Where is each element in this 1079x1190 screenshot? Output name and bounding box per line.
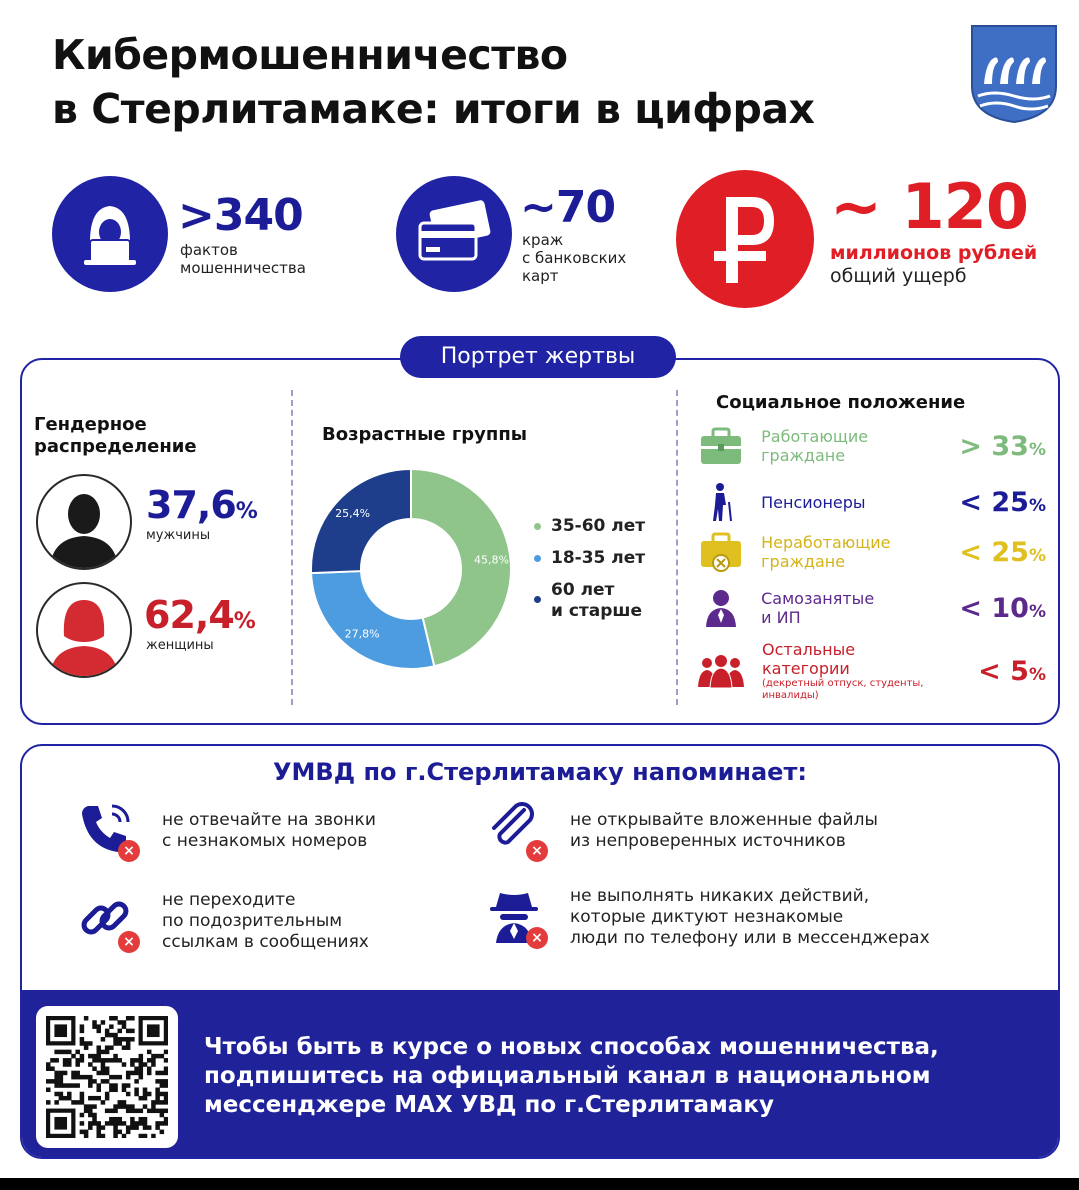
social-label-line: граждане xyxy=(761,446,846,465)
tip-text-line: из непроверенных источников xyxy=(570,831,846,851)
bottom-edge xyxy=(0,1178,1079,1190)
title-line-1: Кибермошенничество xyxy=(52,31,568,79)
subscribe-text-line: подпишитесь на официальный канал в национальном xyxy=(204,1063,931,1089)
legend-label: 18-35 лет xyxy=(551,548,646,568)
social-value-unit: % xyxy=(1028,495,1047,516)
age-donut-chart xyxy=(308,466,514,672)
social-row-working xyxy=(696,424,1046,468)
ruble-icon xyxy=(676,170,814,308)
social-label-line: и ИП xyxy=(761,608,801,627)
social-value-unit: % xyxy=(1028,601,1047,622)
social-row-self-employed xyxy=(696,586,1046,630)
subscribe-text xyxy=(204,1033,1034,1120)
stat-damage-value: ~ 120 xyxy=(830,170,1028,243)
tip-text xyxy=(570,810,878,852)
social-label xyxy=(761,533,938,571)
tip-text-line: не переходите xyxy=(162,890,296,910)
tip-text-line: с незнакомых номеров xyxy=(162,831,368,851)
social-label-line: граждане xyxy=(761,552,846,571)
tip-text-line: ссылкам в сообщениях xyxy=(162,932,369,952)
briefcase-icon xyxy=(696,424,745,468)
legend-swatch xyxy=(534,523,541,530)
people-group-icon xyxy=(696,649,746,693)
social-label xyxy=(761,589,938,627)
social-value-unit: % xyxy=(1028,664,1046,685)
social-value xyxy=(938,487,1046,518)
stat-cards-caption-line: краж xyxy=(522,231,564,249)
woman-avatar-icon xyxy=(36,582,132,678)
social-value-unit: % xyxy=(1028,545,1047,566)
donut-slice xyxy=(311,571,434,669)
stat-frauds-value: >340 xyxy=(178,190,303,241)
social-value-unit: % xyxy=(1028,439,1047,460)
social-label xyxy=(761,493,938,512)
legend-item xyxy=(534,580,674,622)
subscribe-text-line: Чтобы быть в курсе о новых способах мошенничества, xyxy=(204,1034,939,1060)
tip-text-line: не выполнять никаких действий, xyxy=(570,886,870,906)
gender-heading-line: Гендерное xyxy=(34,414,147,435)
man-avatar-icon xyxy=(36,474,132,570)
donut-value-label: 27,8% xyxy=(344,627,380,641)
social-value xyxy=(938,537,1046,568)
social-row-pensioners xyxy=(696,480,1046,524)
tip-text-line: которые диктуют незнакомые xyxy=(570,907,844,927)
bank-cards-icon xyxy=(396,176,512,292)
legend-swatch xyxy=(534,596,541,603)
social-label-line: Неработающие xyxy=(761,533,891,552)
reminder-title: УМВД по г.Стерлитамаку напоминает: xyxy=(273,758,807,786)
social-label-note: (декретный отпуск, студенты, инвалиды) xyxy=(762,678,924,701)
tip-text-line: не открывайте вложенные файлы xyxy=(570,810,878,830)
tip-text-line: люди по телефону или в мессенджерах xyxy=(570,928,930,948)
tip-attachments xyxy=(486,800,878,862)
link-icon xyxy=(78,891,140,953)
donut-value-label: 25,4% xyxy=(335,506,371,520)
stat-damage-caption-main: миллионов рублей xyxy=(830,242,1038,264)
legend-label-line: 60 лет xyxy=(551,580,615,600)
stat-frauds-caption xyxy=(180,241,306,277)
qr-code-icon[interactable] xyxy=(36,1006,178,1148)
page-title xyxy=(52,28,962,136)
prohibited-badge: × xyxy=(118,840,140,862)
briefcase-cross-icon xyxy=(696,530,745,574)
social-row-unemployed xyxy=(696,530,1046,574)
social-value-number: < 25 xyxy=(959,536,1029,568)
legend-item xyxy=(534,548,674,569)
prohibited-badge: × xyxy=(118,931,140,953)
stat-damage-caption-sub: общий ущерб xyxy=(830,265,967,287)
stat-cards-caption-line: карт xyxy=(522,267,559,285)
phone-call-icon xyxy=(78,800,140,862)
age-heading: Возрастные группы xyxy=(322,424,528,445)
social-value-number: < 5 xyxy=(978,655,1029,687)
men-percent-value: 37,6 xyxy=(146,483,236,527)
men-label: мужчины xyxy=(146,528,211,543)
donut-value-label: 45,8% xyxy=(473,553,509,567)
city-coat-of-arms-icon xyxy=(970,24,1058,124)
social-value-number: < 10 xyxy=(959,592,1029,624)
social-value-number: < 25 xyxy=(959,486,1029,518)
tip-calls xyxy=(78,800,376,862)
title-line-2: в Стерлитамаке: итоги в цифрах xyxy=(52,85,815,133)
subscribe-text-line: мессенджере МАХ УВД по г.Стерлитамаку xyxy=(204,1092,774,1118)
women-percent-value: 62,4 xyxy=(144,593,234,637)
person-icon xyxy=(696,586,745,630)
social-label-line: Самозанятые xyxy=(761,589,875,608)
victim-portrait-title: Портрет жертвы xyxy=(400,336,676,378)
legend-item xyxy=(534,516,674,537)
gender-heading xyxy=(34,414,197,458)
men-percent-unit: % xyxy=(235,499,257,524)
legend-label: 35-60 лет xyxy=(551,516,646,536)
social-label-line: Остальные xyxy=(762,640,856,659)
women-percent xyxy=(144,593,255,637)
stat-cards-caption-line: с банковских xyxy=(522,249,627,267)
social-value xyxy=(938,593,1046,624)
tip-strangers xyxy=(486,886,930,949)
legend-label-line: и старше xyxy=(551,601,642,621)
social-label-line: Пенсионеры xyxy=(761,492,866,512)
tip-links xyxy=(78,890,369,953)
social-heading: Социальное положение xyxy=(716,392,966,413)
elderly-person-icon xyxy=(696,480,745,524)
stat-frauds-caption-line: фактов xyxy=(180,241,238,259)
social-value xyxy=(938,656,1046,687)
social-value xyxy=(938,431,1046,462)
legend-swatch xyxy=(534,555,541,562)
men-percent xyxy=(146,483,257,527)
gender-heading-line: распределение xyxy=(34,436,197,457)
hacker-icon xyxy=(52,176,168,292)
tip-text xyxy=(570,886,930,949)
prohibited-badge: × xyxy=(526,840,548,862)
social-row-other xyxy=(696,640,1046,702)
women-percent-unit: % xyxy=(233,609,255,634)
column-divider xyxy=(676,390,678,705)
stat-cards-value: ~70 xyxy=(520,182,616,233)
legend-label xyxy=(551,580,642,622)
tip-text-line: не отвечайте на звонки xyxy=(162,810,376,830)
stat-cards-caption xyxy=(522,231,626,285)
social-label xyxy=(762,640,938,702)
column-divider xyxy=(291,390,293,705)
tip-text xyxy=(162,890,369,953)
social-label-line: Работающие xyxy=(761,427,869,446)
spy-icon xyxy=(486,887,548,949)
donut-slice xyxy=(311,469,411,573)
social-value-number: > 33 xyxy=(959,430,1029,462)
women-label: женщины xyxy=(146,638,214,653)
social-label-line: категории xyxy=(762,659,850,678)
tip-text-line: по подозрительным xyxy=(162,911,343,931)
age-legend xyxy=(534,516,674,622)
prohibited-badge: × xyxy=(526,927,548,949)
stat-frauds-caption-line: мошенничества xyxy=(180,259,306,277)
tip-text xyxy=(162,810,376,852)
paperclip-icon xyxy=(486,800,548,862)
social-label xyxy=(761,427,938,465)
